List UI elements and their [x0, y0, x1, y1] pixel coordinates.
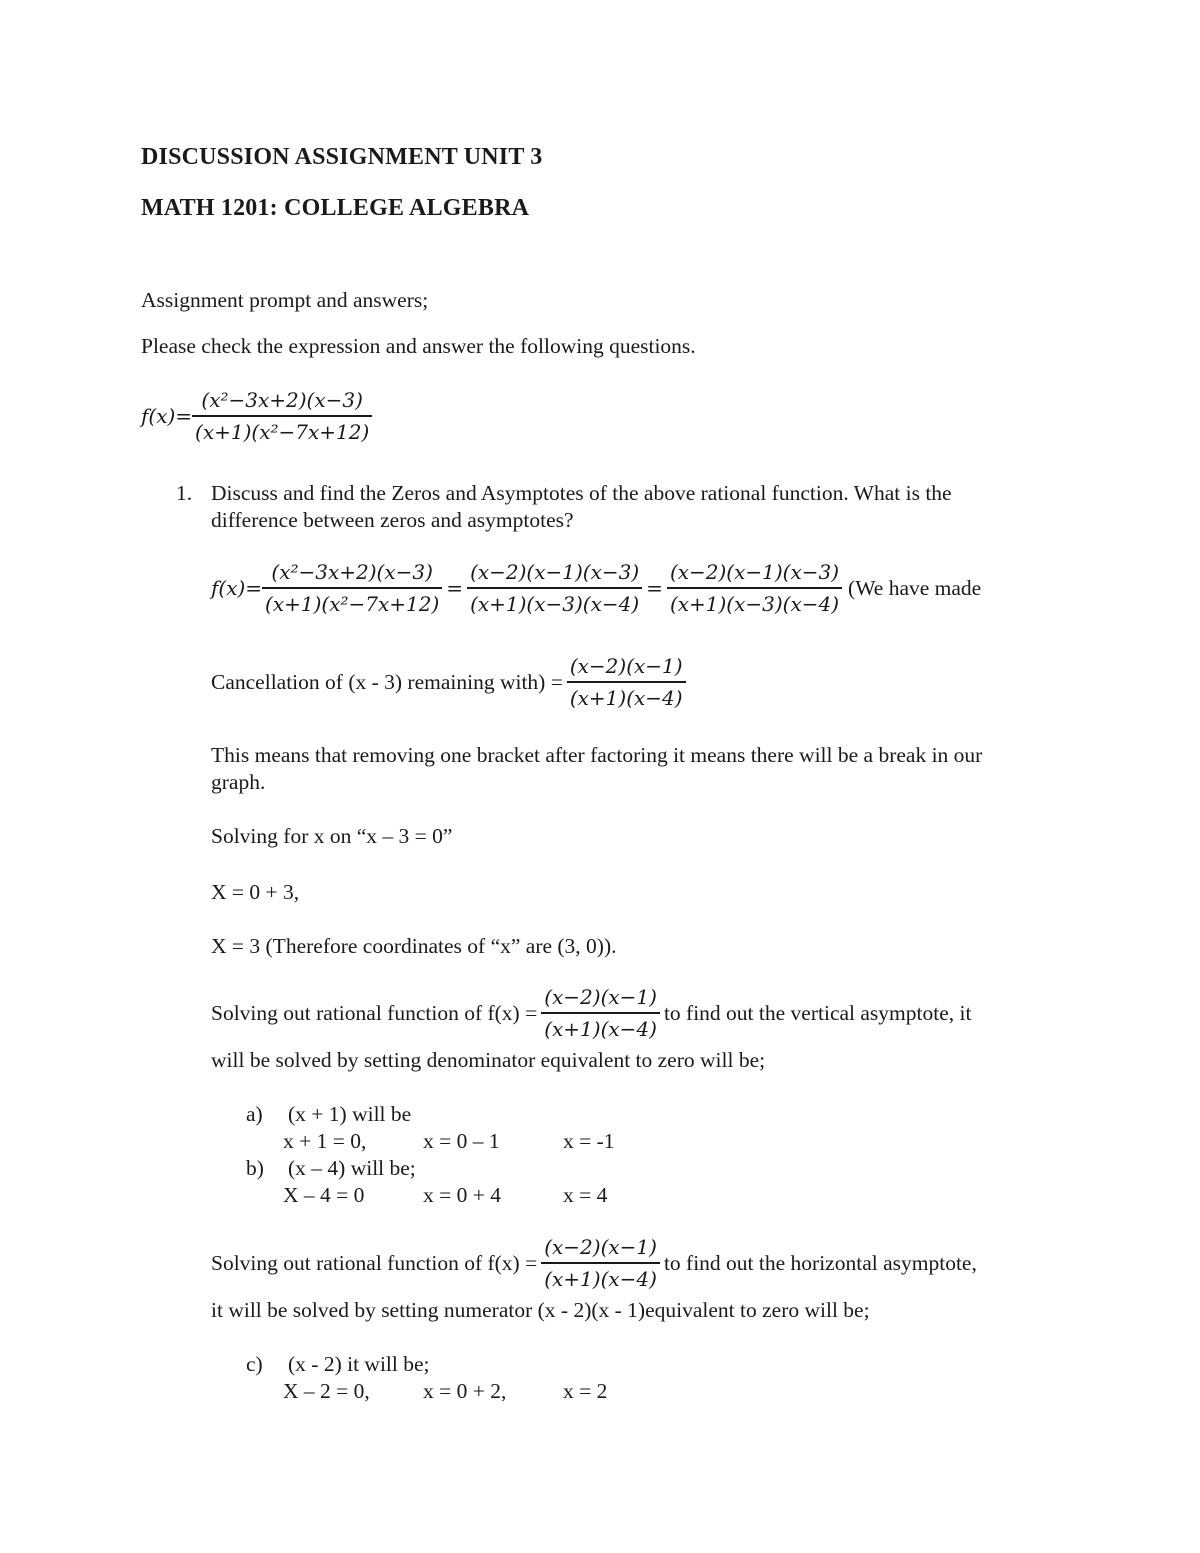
list-item-a [246, 1102, 411, 1127]
list-item-c-work [283, 1379, 607, 1404]
paragraph-line-2: graph. [211, 770, 266, 794]
vertical-post-text: to find out the vertical asymptote, it [663, 1000, 972, 1025]
work-step-3: x = 2 [563, 1379, 608, 1403]
work-step-1: X – 2 = 0, [283, 1379, 370, 1403]
work-step-2: x = 0 – 1 [423, 1129, 500, 1153]
work-step-3: x = 4 [563, 1183, 608, 1207]
vertical-pre-text: Solving out rational function of f(x) = [211, 1000, 538, 1025]
course-title: MATH 1201: COLLEGE ALGEBRA [141, 195, 530, 221]
cancellation-text: Cancellation of (x - 3) remaining with) = [211, 669, 563, 694]
factored-equation [211, 560, 981, 616]
paragraph-line-1: This means that removing one bracket after factoring it means there will be a break in our [211, 743, 983, 767]
horizontal-numerator: (x−2)(x−1) [544, 1235, 657, 1259]
cancellation-denominator: (x+1)(x−4) [567, 681, 686, 710]
main-denominator: (x+1)(x²−7x+12) [192, 415, 372, 444]
question-line-2: difference between zeros and asymptotes? [211, 508, 574, 532]
vertical-line-2: will be solved by setting denominator equivalent to zero will be; [211, 1048, 766, 1072]
main-equation [141, 388, 372, 444]
equals-sign: = [646, 576, 663, 600]
solve-line-2: X = 0 + 3, [211, 880, 300, 904]
horizontal-post-text: to find out the horizontal asymptote, [663, 1250, 977, 1275]
chain-f3-denominator: (x+1)(x−3)(x−4) [667, 587, 842, 616]
list-item-b-work [283, 1183, 607, 1208]
vertical-numerator: (x−2)(x−1) [544, 985, 657, 1009]
list-item-b [246, 1156, 416, 1181]
horizontal-denominator: (x+1)(x−4) [541, 1262, 660, 1291]
eq-lhs: f(x)= [141, 404, 193, 428]
chain-lhs: f(x)= [211, 576, 263, 600]
question-line-1: Discuss and find the Zeros and Asymptotes of the above rational function. What is the [211, 481, 952, 505]
question-number: 1. [176, 481, 193, 505]
intro-line: Assignment prompt and answers; [141, 288, 429, 312]
chain-f1-denominator: (x+1)(x²−7x+12) [262, 587, 442, 616]
horizontal-fraction [541, 1235, 660, 1291]
main-fraction [192, 388, 372, 444]
work-step-1: X – 4 = 0 [283, 1183, 365, 1207]
solve-line-3: X = 3 (Therefore coordinates of “x” are (3, 0)). [211, 934, 617, 958]
work-step-2: x = 0 + 4 [423, 1183, 502, 1207]
work-step-3: x = -1 [563, 1129, 615, 1153]
list-item-a-work [283, 1129, 615, 1154]
chain-f1-numerator: (x²−3x+2)(x−3) [271, 560, 433, 584]
chain-fraction-2 [467, 560, 642, 616]
chain-f3-numerator: (x−2)(x−1)(x−3) [669, 560, 840, 584]
list-item-c [246, 1352, 430, 1377]
list-label: a) [246, 1102, 263, 1126]
vertical-denominator: (x+1)(x−4) [541, 1012, 660, 1041]
list-head: (x - 2) it will be; [288, 1352, 430, 1376]
list-head: (x + 1) will be [288, 1102, 412, 1126]
equals-sign: = [446, 576, 464, 600]
list-label: c) [246, 1352, 263, 1376]
horizontal-line-2: it will be solved by setting numerator (x - 2)(x - 1)equivalent to zero will be; [211, 1298, 870, 1322]
chain-trailing-text: (We have made [848, 575, 982, 600]
chain-f2-denominator: (x+1)(x−3)(x−4) [467, 587, 642, 616]
chain-fraction-1 [262, 560, 442, 616]
cancellation-line [211, 654, 686, 710]
solve-line-1: Solving for x on “x – 3 = 0” [211, 824, 453, 848]
vertical-asymptote-line [211, 985, 971, 1041]
list-head: (x – 4) will be; [288, 1156, 416, 1180]
chain-fraction-3 [667, 560, 842, 616]
cancellation-numerator: (x−2)(x−1) [569, 654, 683, 678]
work-step-1: x + 1 = 0, [283, 1129, 367, 1153]
horizontal-asymptote-line [211, 1235, 977, 1291]
list-label: b) [246, 1156, 264, 1180]
work-step-2: x = 0 + 2, [423, 1379, 507, 1403]
vertical-fraction [541, 985, 660, 1041]
intro-instruction: Please check the expression and answer the following questions. [141, 334, 696, 358]
cancellation-fraction [567, 654, 686, 710]
main-numerator: (x²−3x+2)(x−3) [201, 388, 363, 412]
doc-title: DISCUSSION ASSIGNMENT UNIT 3 [141, 144, 543, 170]
chain-f2-numerator: (x−2)(x−1)(x−3) [470, 560, 640, 584]
horizontal-pre-text: Solving out rational function of f(x) = [211, 1250, 538, 1275]
